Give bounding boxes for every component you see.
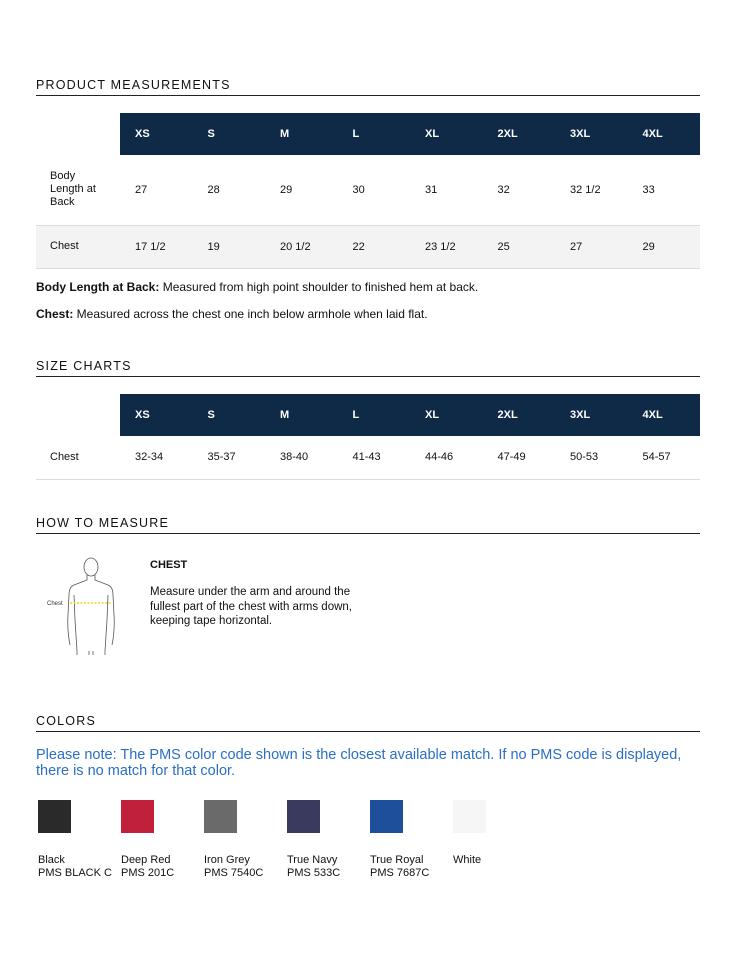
section-title-size-charts: SIZE CHARTS — [36, 359, 700, 377]
color-swatch — [287, 800, 320, 833]
table-cell: 33 — [628, 155, 701, 225]
row-label: Chest — [36, 436, 120, 479]
table-cell: 44-46 — [410, 436, 483, 479]
table-row-chest — [36, 225, 700, 268]
swatch-name: True Royal — [370, 854, 424, 866]
table-cell: 32-34 — [120, 436, 193, 479]
color-swatch — [204, 800, 237, 833]
table-cell: 47-49 — [483, 436, 556, 479]
table-cell: 28 — [193, 155, 266, 225]
table-header-row — [36, 113, 700, 155]
color-swatch-item — [370, 800, 450, 880]
size-header-l: L — [338, 394, 411, 436]
table-cell: 38-40 — [265, 436, 338, 479]
swatch-pms: PMS 201C — [121, 867, 175, 879]
swatch-name: White — [453, 854, 482, 866]
row-label-text: Body Length at Back — [50, 170, 96, 209]
size-header-m: M — [265, 113, 338, 155]
color-swatch — [370, 800, 403, 833]
pms-note: Please note: The PMS color code shown is the closest available match. If no PMS code is displayed, there is no match for that color. — [36, 747, 682, 779]
note-body-length — [36, 280, 478, 294]
size-header-3xl: 3XL — [555, 113, 628, 155]
table-cell: 32 — [483, 155, 556, 225]
measure-instructions: Measure under the arm and around the fullest part of the chest with arms down, keeping tape horizontal. — [150, 586, 352, 627]
table-cell: 27 — [120, 155, 193, 225]
section-title-product-measurements: PRODUCT MEASUREMENTS — [36, 78, 700, 96]
size-header-l: L — [338, 113, 411, 155]
table-cell: 22 — [338, 225, 411, 268]
table-cell: 32 1/2 — [555, 155, 628, 225]
swatch-pms: PMS 7687C — [370, 867, 430, 879]
color-swatch-item — [121, 800, 201, 880]
note-text: Measured from high point shoulder to finished hem at back. — [159, 280, 479, 294]
table-cell: 35-37 — [193, 436, 266, 479]
color-swatch-item — [287, 800, 367, 880]
table-row-chest — [36, 436, 700, 479]
size-header-xl: XL — [410, 113, 483, 155]
swatch-name: Black — [38, 854, 65, 866]
color-swatch — [38, 800, 71, 833]
note-term: Chest: — [36, 307, 74, 321]
size-header-xs: XS — [120, 394, 193, 436]
table-cell: 31 — [410, 155, 483, 225]
swatch-name: Iron Grey — [204, 854, 250, 866]
swatch-pms: PMS BLACK C — [38, 867, 112, 879]
table-cell: 30 — [338, 155, 411, 225]
product-measurements-table — [36, 113, 700, 269]
table-row-body-length — [36, 155, 700, 225]
table-cell: 27 — [555, 225, 628, 268]
torso-measurement-figure — [44, 555, 134, 663]
size-header-3xl: 3XL — [555, 394, 628, 436]
table-header-row — [36, 394, 700, 436]
swatch-name: Deep Red — [121, 854, 171, 866]
table-cell: 25 — [483, 225, 556, 268]
row-label: Chest — [36, 225, 120, 268]
table-cell: 20 1/2 — [265, 225, 338, 268]
color-swatch-item — [453, 800, 533, 867]
swatch-pms: PMS 7540C — [204, 867, 264, 879]
note-chest — [36, 307, 428, 321]
table-cell: 29 — [628, 225, 701, 268]
header-blank-cell — [36, 113, 120, 155]
table-cell: 17 1/2 — [120, 225, 193, 268]
size-header-4xl: 4XL — [628, 113, 701, 155]
size-header-xl: XL — [410, 394, 483, 436]
size-header-4xl: 4XL — [628, 394, 701, 436]
table-cell: 29 — [265, 155, 338, 225]
size-header-2xl: 2XL — [483, 394, 556, 436]
size-header-xs: XS — [120, 113, 193, 155]
measure-heading: CHEST — [150, 559, 188, 571]
swatch-pms: PMS 533C — [287, 867, 341, 879]
table-cell: 19 — [193, 225, 266, 268]
note-text: Measured across the chest one inch below armhole when laid flat. — [73, 307, 428, 321]
color-swatch — [453, 800, 486, 833]
size-chart-table — [36, 394, 700, 480]
color-swatch-item — [38, 800, 118, 880]
section-title-how-to-measure: HOW TO MEASURE — [36, 516, 700, 534]
table-cell: 54-57 — [628, 436, 701, 479]
size-header-s: S — [193, 394, 266, 436]
color-swatch-item — [204, 800, 284, 880]
table-cell: 23 1/2 — [410, 225, 483, 268]
table-cell: 41-43 — [338, 436, 411, 479]
table-cell: 50-53 — [555, 436, 628, 479]
note-term: Body Length at Back: — [36, 280, 160, 294]
figure-label: Chest — [47, 601, 63, 607]
color-swatch — [121, 800, 154, 833]
section-title-colors: COLORS — [36, 714, 700, 732]
size-header-s: S — [193, 113, 266, 155]
size-header-2xl: 2XL — [483, 113, 556, 155]
header-blank-cell — [36, 394, 120, 436]
swatch-name: True Navy — [287, 854, 338, 866]
size-header-m: M — [265, 394, 338, 436]
row-label — [36, 155, 120, 225]
